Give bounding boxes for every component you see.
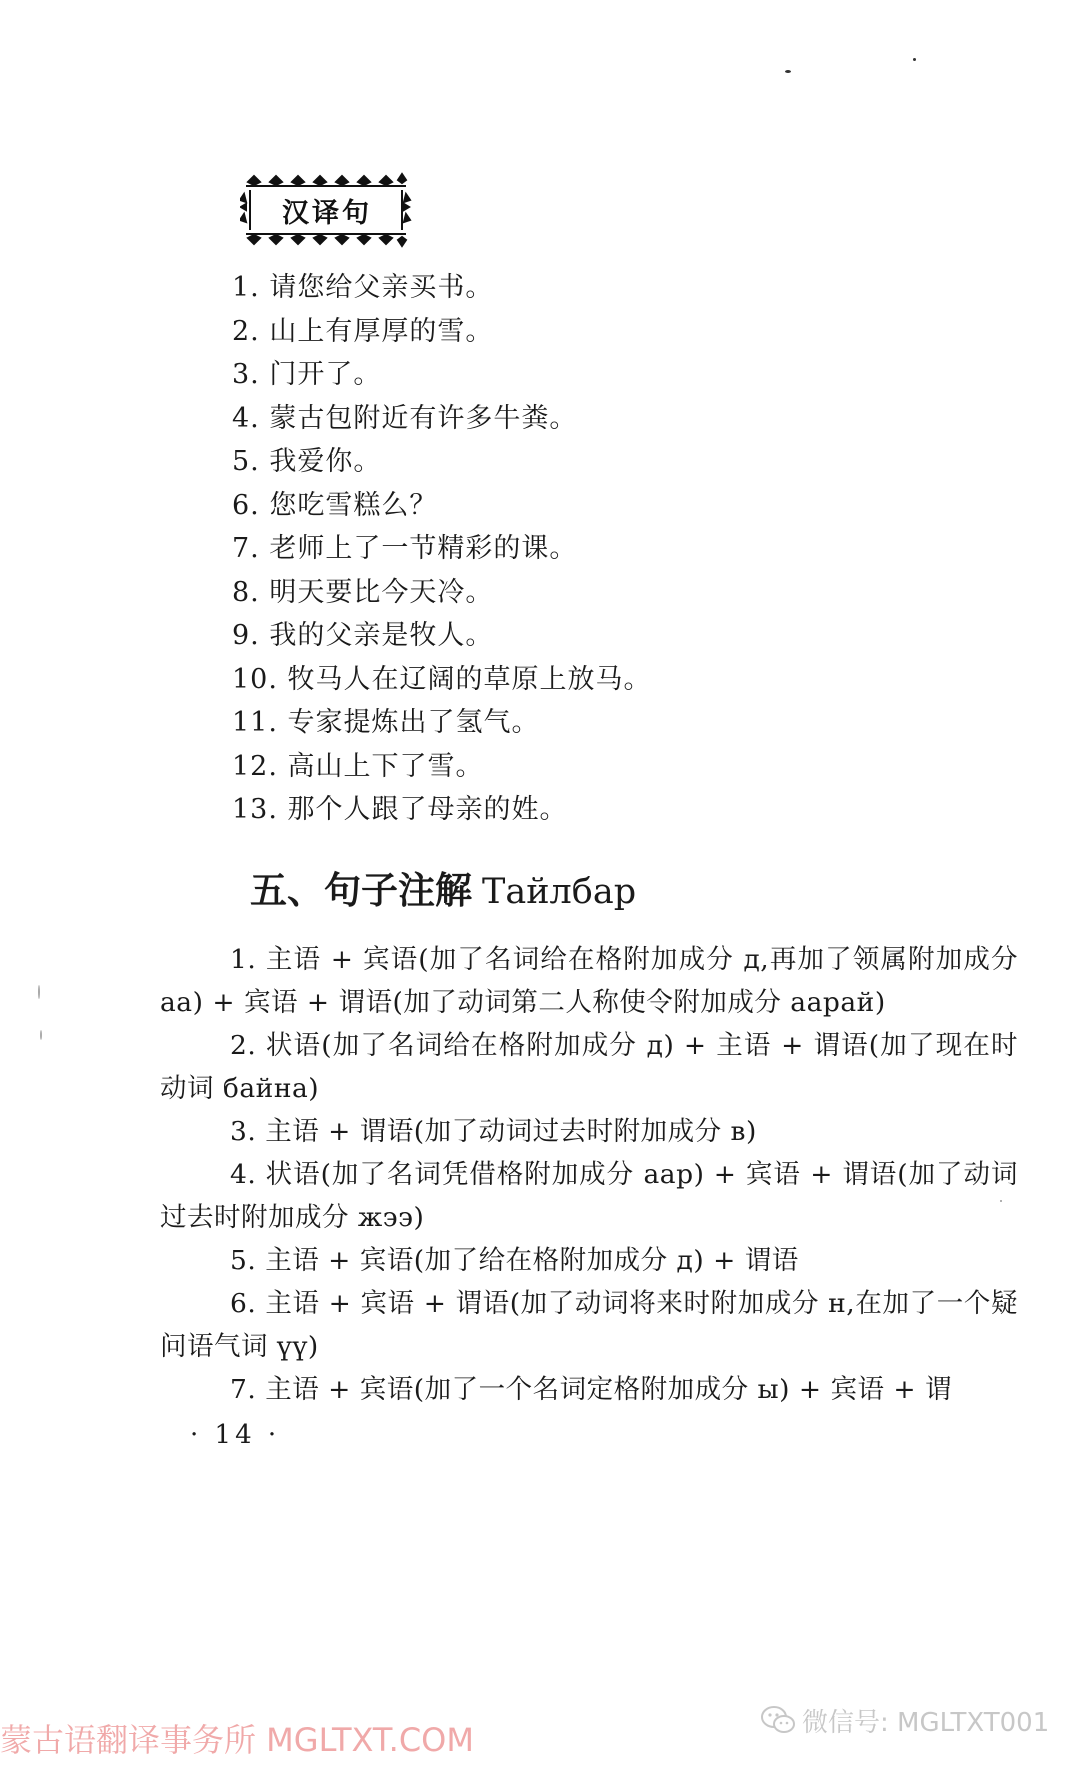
exercise-heading-box — [240, 170, 412, 250]
wechat-id-text: 微信号: MGLTXT001 — [802, 1707, 1050, 1738]
list-item: 9. 我的父亲是牧人。 — [232, 620, 494, 651]
list-item: 4. 蒙古包附近有许多牛粪。 — [232, 402, 578, 434]
list-item: 1. 请您给父亲买书。 — [232, 272, 494, 303]
note-paragraph: 5. 主语 + 宾语(加了给在格附加成分 д) + 谓语 — [230, 1245, 799, 1276]
note-paragraph: 6. 主语 + 宾语 + 谓语(加了动词将来时附加成分 н,在加了一个疑问语气词 үү) — [160, 1288, 1018, 1362]
section-title — [250, 860, 636, 914]
scan-speck — [913, 58, 916, 61]
exercise-list — [232, 266, 652, 832]
scan-speck — [38, 985, 40, 999]
watermark-left: 蒙古语翻译事务所 MGLTXT.COM — [0, 1721, 474, 1759]
exercise-heading-label: 汉译句 — [282, 198, 372, 229]
list-item: 10. 牧马人在辽阔的草原上放马。 — [232, 663, 652, 695]
list-item: 8. 明天要比今天冷。 — [232, 576, 494, 608]
section-title-mongolian: Тайлбар — [482, 872, 637, 912]
sentence-notes — [160, 938, 1018, 1411]
scan-speck — [785, 70, 791, 73]
scan-speck — [40, 1030, 42, 1040]
note-paragraph: 1. 主语 + 宾语(加了名词给在格附加成分 д,再加了领属附加成分 аа) + 宾语 + 谓语(加了动词第二人称使令附加成分 аарай) — [160, 944, 1018, 1018]
list-item: 13. 那个人跟了母亲的姓。 — [232, 794, 568, 825]
list-item: 12. 高山上下了雪。 — [232, 750, 484, 782]
list-item: 11. 专家提炼出了氢气。 — [232, 707, 540, 738]
note-paragraph: 3. 主语 + 谓语(加了动词过去时附加成分 в) — [230, 1116, 757, 1147]
note-paragraph: 7. 主语 + 宾语(加了一个名词定格附加成分 ы) + 宾语 + 谓 — [230, 1374, 953, 1405]
note-paragraph: 2. 状语(加了名词给在格附加成分 д) + 主语 + 谓语(加了现在时动词 байна) — [160, 1030, 1018, 1104]
list-item: 2. 山上有厚厚的雪。 — [232, 315, 494, 347]
note-paragraph: 4. 状语(加了名词凭借格附加成分 аар) + 宾语 + 谓语(加了动词过去时附加成分 жээ) — [160, 1159, 1018, 1233]
list-item: 7. 老师上了一节精彩的课。 — [232, 533, 578, 564]
page-number: · 14 · — [190, 1420, 281, 1450]
list-item: 3. 门开了。 — [232, 359, 382, 390]
wechat-icon — [760, 1705, 796, 1735]
watermark-right — [760, 1700, 1049, 1740]
section-title-chinese: 五、句子注解 — [250, 869, 472, 912]
list-item: 6. 您吃雪糕么？ — [232, 489, 438, 521]
list-item: 5. 我爱你。 — [232, 446, 382, 477]
